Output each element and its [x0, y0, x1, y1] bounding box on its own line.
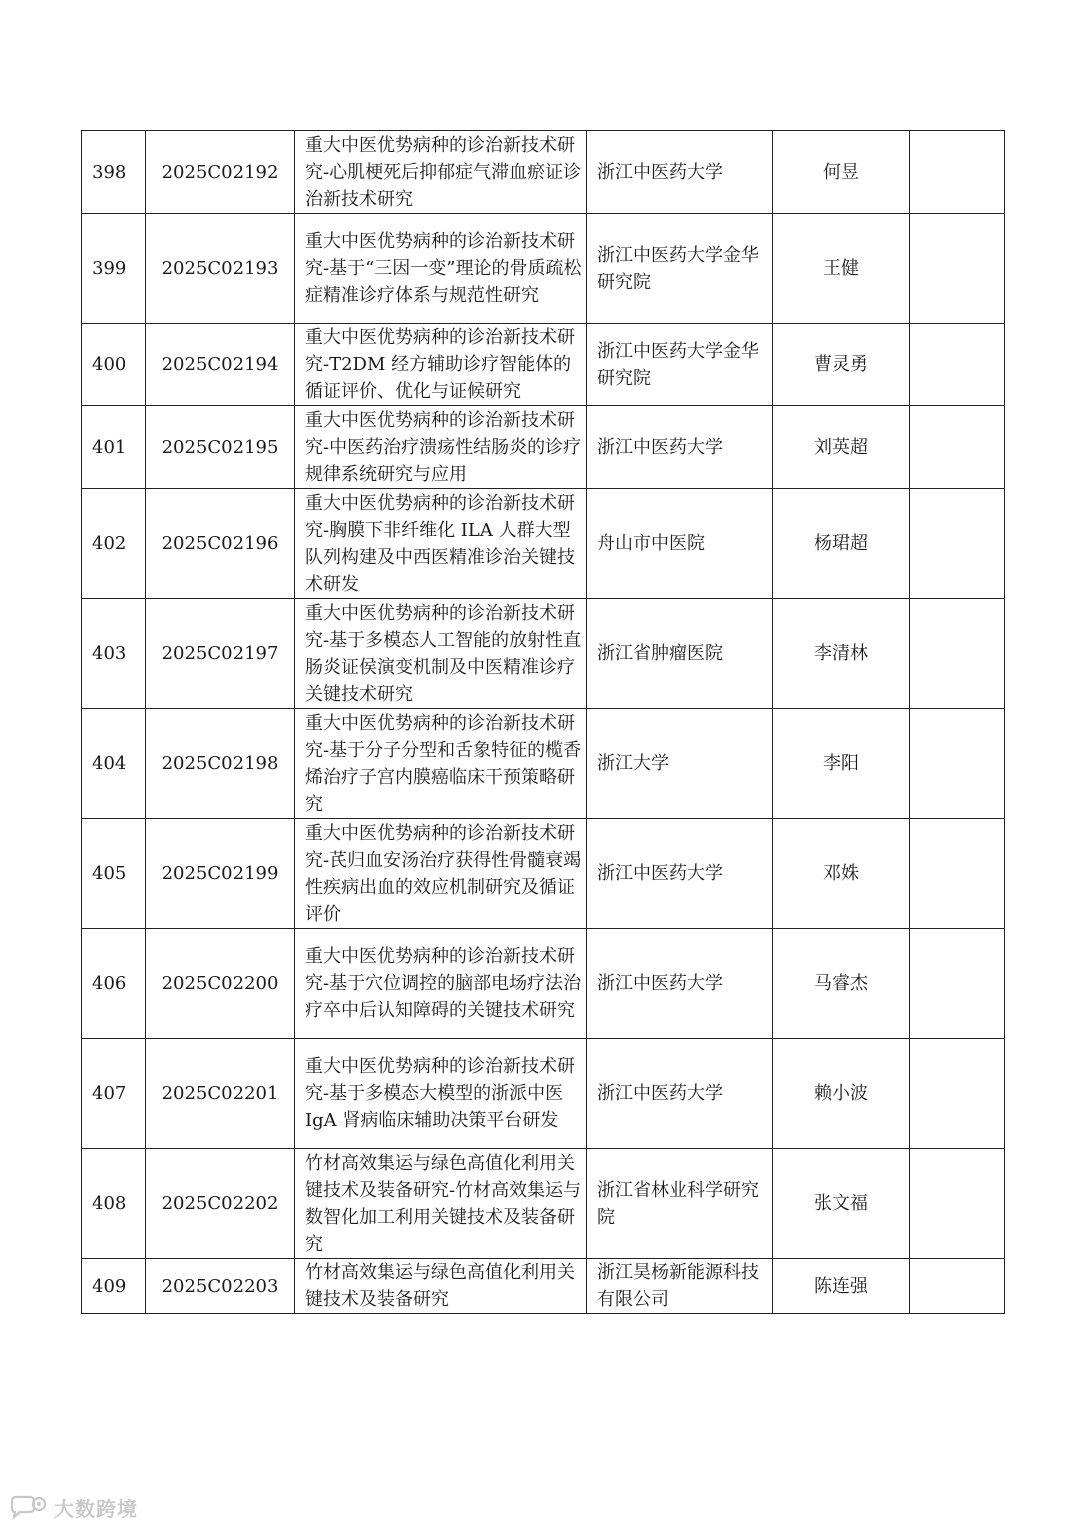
cell-project-code: 2025C02192 [146, 131, 295, 214]
cell-project-code: 2025C02202 [146, 1149, 295, 1259]
cell-project-code: 2025C02198 [146, 709, 295, 819]
cell-project-code: 2025C02199 [146, 819, 295, 929]
cell-project-name: 重大中医优势病种的诊治新技术研究-芪归血安汤治疗获得性骨髓衰竭性疾病出血的效应机制研究及循证评价 [295, 819, 587, 929]
cell-leader: 曹灵勇 [773, 324, 910, 406]
table-row [82, 489, 1005, 599]
cell-leader: 邓姝 [773, 819, 910, 929]
table-row [82, 1149, 1005, 1259]
cell-leader: 马睿杰 [773, 929, 910, 1039]
cell-organization: 浙江省肿瘤医院 [587, 599, 773, 709]
table-row [82, 1039, 1005, 1149]
cell-remark [910, 599, 1005, 709]
project-table [81, 130, 1005, 1314]
table-row [82, 929, 1005, 1039]
cell-organization: 浙江中医药大学 [587, 929, 773, 1039]
cell-organization: 浙江中医药大学金华研究院 [587, 214, 773, 324]
cell-remark [910, 131, 1005, 214]
cell-organization: 舟山市中医院 [587, 489, 773, 599]
cell-leader: 赖小波 [773, 1039, 910, 1149]
cell-remark [910, 324, 1005, 406]
cell-project-code: 2025C02201 [146, 1039, 295, 1149]
cell-project-name: 重大中医优势病种的诊治新技术研究-中医药治疗溃疡性结肠炎的诊疗规律系统研究与应用 [295, 406, 587, 489]
cell-remark [910, 1039, 1005, 1149]
cell-number: 403 [82, 599, 146, 709]
cell-project-name: 重大中医优势病种的诊治新技术研究-基于“三因一变”理论的骨质疏松症精准诊疗体系与规范性研究 [295, 214, 587, 324]
cell-project-name: 重大中医优势病种的诊治新技术研究-基于穴位调控的脑部电场疗法治疗卒中后认知障碍的关键技术研究 [295, 929, 587, 1039]
cell-number: 409 [82, 1259, 146, 1314]
table-body [82, 131, 1005, 1314]
cell-remark [910, 1259, 1005, 1314]
cell-leader: 杨珺超 [773, 489, 910, 599]
cell-number: 398 [82, 131, 146, 214]
cell-project-name: 重大中医优势病种的诊治新技术研究-基于多模态人工智能的放射性直肠炎证侯演变机制及中医精准诊疗关键技术研究 [295, 599, 587, 709]
cell-organization: 浙江中医药大学金华研究院 [587, 324, 773, 406]
cell-organization: 浙江昊杨新能源科技有限公司 [587, 1259, 773, 1314]
cell-project-name: 重大中医优势病种的诊治新技术研究-胸膜下非纤维化 ILA 人群大型队列构建及中西医精准诊治关键技术研发 [295, 489, 587, 599]
cell-remark [910, 1149, 1005, 1259]
chat-bubble-logo-icon [8, 1495, 48, 1521]
cell-project-code: 2025C02200 [146, 929, 295, 1039]
cell-number: 402 [82, 489, 146, 599]
cell-leader: 刘英超 [773, 406, 910, 489]
cell-number: 405 [82, 819, 146, 929]
cell-project-code: 2025C02197 [146, 599, 295, 709]
table-row [82, 324, 1005, 406]
cell-project-name: 重大中医优势病种的诊治新技术研究-T2DM 经方辅助诊疗智能体的循证评价、优化与证候研究 [295, 324, 587, 406]
table-row [82, 819, 1005, 929]
table-row [82, 599, 1005, 709]
cell-number: 399 [82, 214, 146, 324]
cell-remark [910, 406, 1005, 489]
cell-organization: 浙江大学 [587, 709, 773, 819]
cell-leader: 张文福 [773, 1149, 910, 1259]
cell-remark [910, 819, 1005, 929]
cell-number: 406 [82, 929, 146, 1039]
table-row [82, 131, 1005, 214]
cell-project-name: 重大中医优势病种的诊治新技术研究-心肌梗死后抑郁症气滞血瘀证诊治新技术研究 [295, 131, 587, 214]
cell-number: 401 [82, 406, 146, 489]
table-row [82, 406, 1005, 489]
cell-remark [910, 929, 1005, 1039]
cell-project-name: 竹材高效集运与绿色高值化利用关键技术及装备研究-竹材高效集运与数智化加工利用关键技术及装备研究 [295, 1149, 587, 1259]
cell-project-name: 竹材高效集运与绿色高值化利用关键技术及装备研究 [295, 1259, 587, 1314]
cell-organization: 浙江省林业科学研究院 [587, 1149, 773, 1259]
cell-remark [910, 709, 1005, 819]
watermark-text: 大数跨境 [54, 1497, 138, 1521]
cell-project-code: 2025C02196 [146, 489, 295, 599]
cell-leader: 王健 [773, 214, 910, 324]
cell-organization: 浙江中医药大学 [587, 1039, 773, 1149]
cell-organization: 浙江中医药大学 [587, 819, 773, 929]
cell-leader: 李阳 [773, 709, 910, 819]
table-row [82, 709, 1005, 819]
cell-number: 407 [82, 1039, 146, 1149]
cell-project-code: 2025C02195 [146, 406, 295, 489]
cell-project-code: 2025C02194 [146, 324, 295, 406]
cell-number: 404 [82, 709, 146, 819]
cell-number: 400 [82, 324, 146, 406]
cell-number: 408 [82, 1149, 146, 1259]
cell-leader: 李清林 [773, 599, 910, 709]
watermark [8, 1493, 138, 1522]
table-row [82, 1259, 1005, 1314]
cell-leader: 何昱 [773, 131, 910, 214]
cell-organization: 浙江中医药大学 [587, 131, 773, 214]
cell-remark [910, 214, 1005, 324]
cell-organization: 浙江中医药大学 [587, 406, 773, 489]
table-row [82, 214, 1005, 324]
cell-leader: 陈连强 [773, 1259, 910, 1314]
cell-project-code: 2025C02203 [146, 1259, 295, 1314]
cell-project-name: 重大中医优势病种的诊治新技术研究-基于多模态大模型的浙派中医 IgA 肾病临床辅助决策平台研发 [295, 1039, 587, 1149]
cell-project-name: 重大中医优势病种的诊治新技术研究-基于分子分型和舌象特征的榄香烯治疗子宫内膜癌临床干预策略研究 [295, 709, 587, 819]
cell-project-code: 2025C02193 [146, 214, 295, 324]
cell-remark [910, 489, 1005, 599]
